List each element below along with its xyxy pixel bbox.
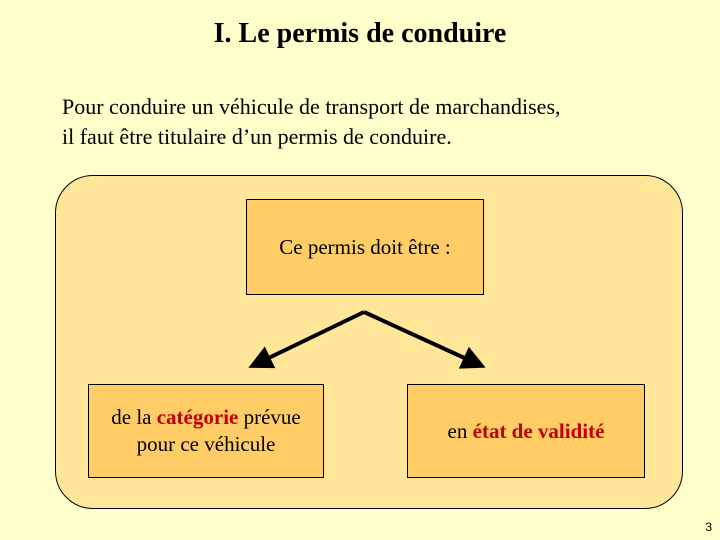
page-number: 3 [705,520,712,534]
right-box [407,384,645,478]
intro-line-1: Pour conduire un véhicule de transport de marchandises, [62,94,561,119]
left-box-highlight: catégorie [156,405,239,429]
left-box [88,384,324,478]
left-box-line-1 [111,404,301,431]
right-box-line [448,418,605,445]
left-box-pre: de la [111,405,157,429]
right-box-pre: en [447,418,473,443]
left-box-post: prévue [238,405,301,429]
arrow-left [252,312,364,366]
intro-line-2: il faut être titulaire d’un permis de conduire. [62,124,452,149]
top-box-text: Ce permis doit être : [279,234,451,259]
left-box-line-2: pour ce véhicule [136,432,276,456]
right-box-highlight: état de validité [472,418,605,443]
slide-title: I. Le permis de conduire [213,18,507,49]
arrow-right [364,312,482,366]
